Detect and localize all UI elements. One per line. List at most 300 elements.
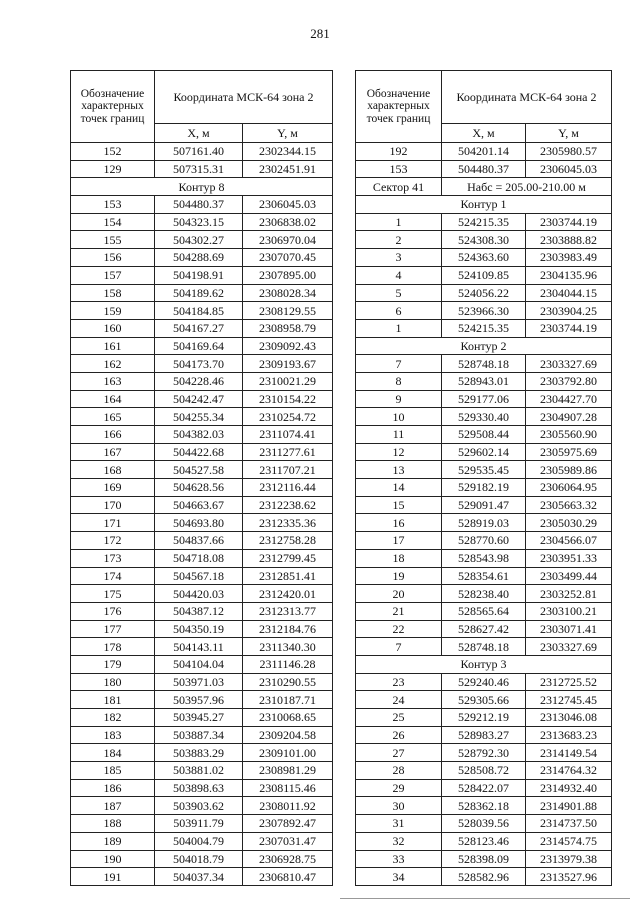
coord-y: 2310068.65 (243, 709, 333, 727)
table-row (356, 143, 612, 161)
coord-y: 2309204.58 (243, 726, 333, 744)
table-row (356, 709, 612, 727)
point-number: 171 (71, 514, 155, 532)
point-number: 157 (71, 266, 155, 284)
table-row (356, 302, 612, 320)
coord-x: 503903.62 (155, 797, 243, 815)
coord-x: 528983.27 (442, 726, 526, 744)
point-number: 161 (71, 337, 155, 355)
point-number: 170 (71, 496, 155, 514)
point-number: 180 (71, 673, 155, 691)
point-number: 27 (356, 744, 442, 762)
coord-y: 2312725.52 (526, 673, 612, 691)
table-row (71, 426, 333, 444)
table-row (71, 709, 333, 727)
table-row (71, 408, 333, 426)
footer-divider (340, 898, 630, 899)
table-row (356, 496, 612, 514)
coord-y: 2306928.75 (243, 850, 333, 868)
coord-x: 504350.19 (155, 620, 243, 638)
point-number: 176 (71, 602, 155, 620)
coord-x: 507315.31 (155, 160, 243, 178)
coord-y: 2305663.32 (526, 496, 612, 514)
table-row (356, 284, 612, 302)
coord-y: 2303792.80 (526, 372, 612, 390)
coord-y: 2303499.44 (526, 567, 612, 585)
contour-label: Контур 1 (356, 196, 612, 214)
coord-x: 504567.18 (155, 567, 243, 585)
coord-y: 2309092.43 (243, 337, 333, 355)
coord-x: 524363.60 (442, 249, 526, 267)
point-number: 188 (71, 815, 155, 833)
point-number: 153 (71, 196, 155, 214)
coord-y: 2314574.75 (526, 832, 612, 850)
table-row (71, 549, 333, 567)
point-number: 166 (71, 426, 155, 444)
table-row (71, 443, 333, 461)
coord-y: 2312335.36 (243, 514, 333, 532)
table-row (356, 319, 612, 337)
table-row (71, 160, 333, 178)
point-number: 33 (356, 850, 442, 868)
coord-y: 2303888.82 (526, 231, 612, 249)
coord-y: 2310290.55 (243, 673, 333, 691)
point-number: 7 (356, 355, 442, 373)
table-row (71, 691, 333, 709)
coord-x: 528039.56 (442, 815, 526, 833)
point-number: 175 (71, 585, 155, 603)
coord-y: 2313527.96 (526, 868, 612, 886)
point-number: 8 (356, 372, 442, 390)
coord-x: 504255.34 (155, 408, 243, 426)
coord-x: 504198.91 (155, 266, 243, 284)
table-row (71, 196, 333, 214)
coord-y: 2303951.33 (526, 549, 612, 567)
table-row (356, 620, 612, 638)
coord-x: 528565.64 (442, 602, 526, 620)
point-number: 32 (356, 832, 442, 850)
coord-y: 2307895.00 (243, 266, 333, 284)
coord-y: 2306045.03 (243, 196, 333, 214)
point-number: 156 (71, 249, 155, 267)
table-row (71, 726, 333, 744)
point-number: 185 (71, 762, 155, 780)
coord-y: 2304907.28 (526, 408, 612, 426)
coord-x: 528238.40 (442, 585, 526, 603)
point-number: 152 (71, 143, 155, 161)
table-row (71, 249, 333, 267)
coord-y: 2305560.90 (526, 426, 612, 444)
table-row (356, 514, 612, 532)
table-row (71, 585, 333, 603)
coord-y: 2306045.03 (526, 160, 612, 178)
table-row (71, 602, 333, 620)
table-row (71, 815, 333, 833)
point-number: 181 (71, 691, 155, 709)
coord-x: 529330.40 (442, 408, 526, 426)
coord-y: 2303327.69 (526, 355, 612, 373)
coord-y: 2312851.41 (243, 567, 333, 585)
coord-x: 504527.58 (155, 461, 243, 479)
coord-x: 503971.03 (155, 673, 243, 691)
point-number: 155 (71, 231, 155, 249)
point-number: 187 (71, 797, 155, 815)
coord-x: 504288.69 (155, 249, 243, 267)
coord-y: 2305975.69 (526, 443, 612, 461)
coord-y: 2314737.50 (526, 815, 612, 833)
coord-x: 528748.18 (442, 638, 526, 656)
coord-x: 528398.09 (442, 850, 526, 868)
table-row (71, 620, 333, 638)
coord-x: 504143.11 (155, 638, 243, 656)
header-y: Y, м (526, 124, 612, 143)
point-number: 167 (71, 443, 155, 461)
coord-x: 504173.70 (155, 355, 243, 373)
point-number: 189 (71, 832, 155, 850)
point-number: 28 (356, 762, 442, 780)
coord-x: 529177.06 (442, 390, 526, 408)
coord-x: 524056.22 (442, 284, 526, 302)
table-row (71, 868, 333, 886)
table-row (71, 143, 333, 161)
coord-y: 2303744.19 (526, 319, 612, 337)
coord-x: 528508.72 (442, 762, 526, 780)
coord-y: 2308958.79 (243, 319, 333, 337)
table-row (356, 868, 612, 886)
point-number: 186 (71, 779, 155, 797)
coord-y: 2303983.49 (526, 249, 612, 267)
point-number: 178 (71, 638, 155, 656)
header-x: X, м (442, 124, 526, 143)
contour-label: Контур 3 (356, 655, 612, 673)
coord-y: 2302451.91 (243, 160, 333, 178)
table-row (71, 779, 333, 797)
coord-x: 503945.27 (155, 709, 243, 727)
coord-y: 2304135.96 (526, 266, 612, 284)
contour-row (71, 178, 333, 196)
table-row (356, 691, 612, 709)
coord-y: 2312313.77 (243, 602, 333, 620)
point-number: 14 (356, 479, 442, 497)
coord-x: 504628.56 (155, 479, 243, 497)
table-row (356, 779, 612, 797)
coord-x: 529305.66 (442, 691, 526, 709)
coord-x: 504693.80 (155, 514, 243, 532)
coord-x: 503883.29 (155, 744, 243, 762)
point-number: 12 (356, 443, 442, 461)
coord-x: 504018.79 (155, 850, 243, 868)
point-number: 25 (356, 709, 442, 727)
point-number: 34 (356, 868, 442, 886)
coord-x: 524308.30 (442, 231, 526, 249)
coord-y: 2306064.95 (526, 479, 612, 497)
coord-y: 2311146.28 (243, 655, 333, 673)
header-point-name: Обозначение характерных точек границ (71, 71, 155, 143)
coord-y: 2310254.72 (243, 408, 333, 426)
coord-y: 2308028.34 (243, 284, 333, 302)
coord-x: 529212.19 (442, 709, 526, 727)
coord-x: 504302.27 (155, 231, 243, 249)
table-row (71, 496, 333, 514)
coord-y: 2313979.38 (526, 850, 612, 868)
point-number: 154 (71, 213, 155, 231)
point-number: 165 (71, 408, 155, 426)
sector-row (356, 178, 612, 196)
table-row (356, 832, 612, 850)
coord-y: 2312116.44 (243, 479, 333, 497)
coord-x: 529182.19 (442, 479, 526, 497)
coord-x: 528770.60 (442, 532, 526, 550)
point-number: 10 (356, 408, 442, 426)
table-row (356, 602, 612, 620)
table-row (71, 355, 333, 373)
coord-x: 504480.37 (442, 160, 526, 178)
point-number: 174 (71, 567, 155, 585)
coord-x: 504004.79 (155, 832, 243, 850)
coord-y: 2308115.46 (243, 779, 333, 797)
coord-y: 2312799.45 (243, 549, 333, 567)
point-number: 5 (356, 284, 442, 302)
header-point-name: Обозначение характерных точек границ (356, 71, 442, 143)
point-number: 29 (356, 779, 442, 797)
coord-y: 2309101.00 (243, 744, 333, 762)
table-row (356, 762, 612, 780)
coord-x: 504420.03 (155, 585, 243, 603)
coord-y: 2310154.22 (243, 390, 333, 408)
coord-y: 2305980.57 (526, 143, 612, 161)
point-number: 21 (356, 602, 442, 620)
coord-y: 2305030.29 (526, 514, 612, 532)
coord-y: 2303904.25 (526, 302, 612, 320)
table-row (71, 284, 333, 302)
table-row (356, 372, 612, 390)
coord-y: 2306970.04 (243, 231, 333, 249)
coord-x: 528943.01 (442, 372, 526, 390)
table-row (356, 443, 612, 461)
table-row (71, 213, 333, 231)
coord-x: 504242.47 (155, 390, 243, 408)
coord-x: 528627.42 (442, 620, 526, 638)
coord-x: 504169.64 (155, 337, 243, 355)
coord-x: 504104.04 (155, 655, 243, 673)
coord-y: 2311277.61 (243, 443, 333, 461)
table-row (356, 567, 612, 585)
table-row (356, 231, 612, 249)
contour-row (356, 196, 612, 214)
point-number: 191 (71, 868, 155, 886)
table-row (356, 426, 612, 444)
point-number: 20 (356, 585, 442, 603)
table-row (71, 655, 333, 673)
point-number: 7 (356, 638, 442, 656)
point-number: 30 (356, 797, 442, 815)
table-row (356, 532, 612, 550)
coord-y: 2305989.86 (526, 461, 612, 479)
coord-y: 2310187.71 (243, 691, 333, 709)
coord-y: 2304044.15 (526, 284, 612, 302)
coordinates-table-left (70, 70, 333, 886)
coord-y: 2314901.88 (526, 797, 612, 815)
coord-y: 2312758.28 (243, 532, 333, 550)
coord-y: 2313683.23 (526, 726, 612, 744)
coord-y: 2312420.01 (243, 585, 333, 603)
coord-x: 507161.40 (155, 143, 243, 161)
coord-x: 504663.67 (155, 496, 243, 514)
point-number: 158 (71, 284, 155, 302)
table-row (71, 319, 333, 337)
table-row (71, 744, 333, 762)
coord-x: 528919.03 (442, 514, 526, 532)
table-row (71, 479, 333, 497)
point-number: 173 (71, 549, 155, 567)
table-row (356, 461, 612, 479)
coord-x: 523966.30 (442, 302, 526, 320)
coord-x: 529602.14 (442, 443, 526, 461)
table-row (71, 532, 333, 550)
coord-x: 504201.14 (442, 143, 526, 161)
coord-x: 524215.35 (442, 213, 526, 231)
point-number: 177 (71, 620, 155, 638)
point-number: 11 (356, 426, 442, 444)
table-row (356, 160, 612, 178)
point-number: 192 (356, 143, 442, 161)
point-number: 163 (71, 372, 155, 390)
point-number: 1 (356, 213, 442, 231)
coord-x: 529091.47 (442, 496, 526, 514)
coord-x: 504480.37 (155, 196, 243, 214)
table-row (356, 726, 612, 744)
contour-row (356, 655, 612, 673)
point-number: 182 (71, 709, 155, 727)
table-row (71, 266, 333, 284)
coord-y: 2311707.21 (243, 461, 333, 479)
coord-y: 2312184.76 (243, 620, 333, 638)
point-number: 153 (356, 160, 442, 178)
coord-y: 2310021.29 (243, 372, 333, 390)
coord-x: 528543.98 (442, 549, 526, 567)
coord-x: 504422.68 (155, 443, 243, 461)
table-body-left (71, 143, 333, 886)
coord-x: 528123.46 (442, 832, 526, 850)
point-number: 179 (71, 655, 155, 673)
coord-y: 2313046.08 (526, 709, 612, 727)
point-number: 169 (71, 479, 155, 497)
coord-x: 529508.44 (442, 426, 526, 444)
table-row (71, 231, 333, 249)
coordinates-table-right (355, 70, 612, 886)
coord-y: 2303252.81 (526, 585, 612, 603)
point-number: 16 (356, 514, 442, 532)
coord-y: 2304427.70 (526, 390, 612, 408)
point-number: 6 (356, 302, 442, 320)
table-row (356, 797, 612, 815)
coord-x: 503911.79 (155, 815, 243, 833)
coord-x: 528422.07 (442, 779, 526, 797)
point-number: 164 (71, 390, 155, 408)
point-number: 15 (356, 496, 442, 514)
coord-x: 529535.45 (442, 461, 526, 479)
point-number: 172 (71, 532, 155, 550)
point-number: 26 (356, 726, 442, 744)
table-row (356, 815, 612, 833)
coord-x: 528792.30 (442, 744, 526, 762)
coord-y: 2314149.54 (526, 744, 612, 762)
point-number: 183 (71, 726, 155, 744)
coord-x: 528582.96 (442, 868, 526, 886)
coord-y: 2307892.47 (243, 815, 333, 833)
point-number: 19 (356, 567, 442, 585)
point-number: 18 (356, 549, 442, 567)
point-number: 160 (71, 319, 155, 337)
coord-y: 2312745.45 (526, 691, 612, 709)
point-number: 9 (356, 390, 442, 408)
coord-x: 528362.18 (442, 797, 526, 815)
coord-y: 2308129.55 (243, 302, 333, 320)
table-row (71, 832, 333, 850)
table-row (356, 673, 612, 691)
coord-y: 2302344.15 (243, 143, 333, 161)
coord-y: 2308011.92 (243, 797, 333, 815)
sector-height: Набс = 205.00-210.00 м (442, 178, 612, 196)
table-row (356, 479, 612, 497)
coord-x: 504837.66 (155, 532, 243, 550)
sector-name: Сектор 41 (356, 178, 442, 196)
table-row (356, 266, 612, 284)
coord-y: 2303744.19 (526, 213, 612, 231)
coord-x: 503898.63 (155, 779, 243, 797)
coord-y: 2312238.62 (243, 496, 333, 514)
table-row (71, 302, 333, 320)
point-number: 184 (71, 744, 155, 762)
coord-x: 503957.96 (155, 691, 243, 709)
table-row (356, 355, 612, 373)
table-row (71, 372, 333, 390)
coord-y: 2311340.30 (243, 638, 333, 656)
header-y: Y, м (243, 124, 333, 143)
table-row (71, 762, 333, 780)
coord-x: 504382.03 (155, 426, 243, 444)
point-number: 159 (71, 302, 155, 320)
coord-x: 504323.15 (155, 213, 243, 231)
table-row (71, 567, 333, 585)
table-row (71, 673, 333, 691)
coord-x: 503887.34 (155, 726, 243, 744)
table-row (71, 850, 333, 868)
point-number: 168 (71, 461, 155, 479)
table-row (71, 337, 333, 355)
coord-y: 2314764.32 (526, 762, 612, 780)
coord-y: 2314932.40 (526, 779, 612, 797)
coord-x: 504037.34 (155, 868, 243, 886)
table-row (356, 744, 612, 762)
point-number: 3 (356, 249, 442, 267)
coord-x: 504189.62 (155, 284, 243, 302)
coord-x: 528748.18 (442, 355, 526, 373)
contour-label: Контур 8 (71, 178, 333, 196)
coord-y: 2303071.41 (526, 620, 612, 638)
coord-x: 504184.85 (155, 302, 243, 320)
point-number: 162 (71, 355, 155, 373)
point-number: 23 (356, 673, 442, 691)
table-row (356, 850, 612, 868)
coord-x: 524215.35 (442, 319, 526, 337)
contour-label: Контур 2 (356, 337, 612, 355)
coord-x: 529240.46 (442, 673, 526, 691)
table-row (71, 461, 333, 479)
coord-x: 504228.46 (155, 372, 243, 390)
point-number: 17 (356, 532, 442, 550)
point-number: 129 (71, 160, 155, 178)
